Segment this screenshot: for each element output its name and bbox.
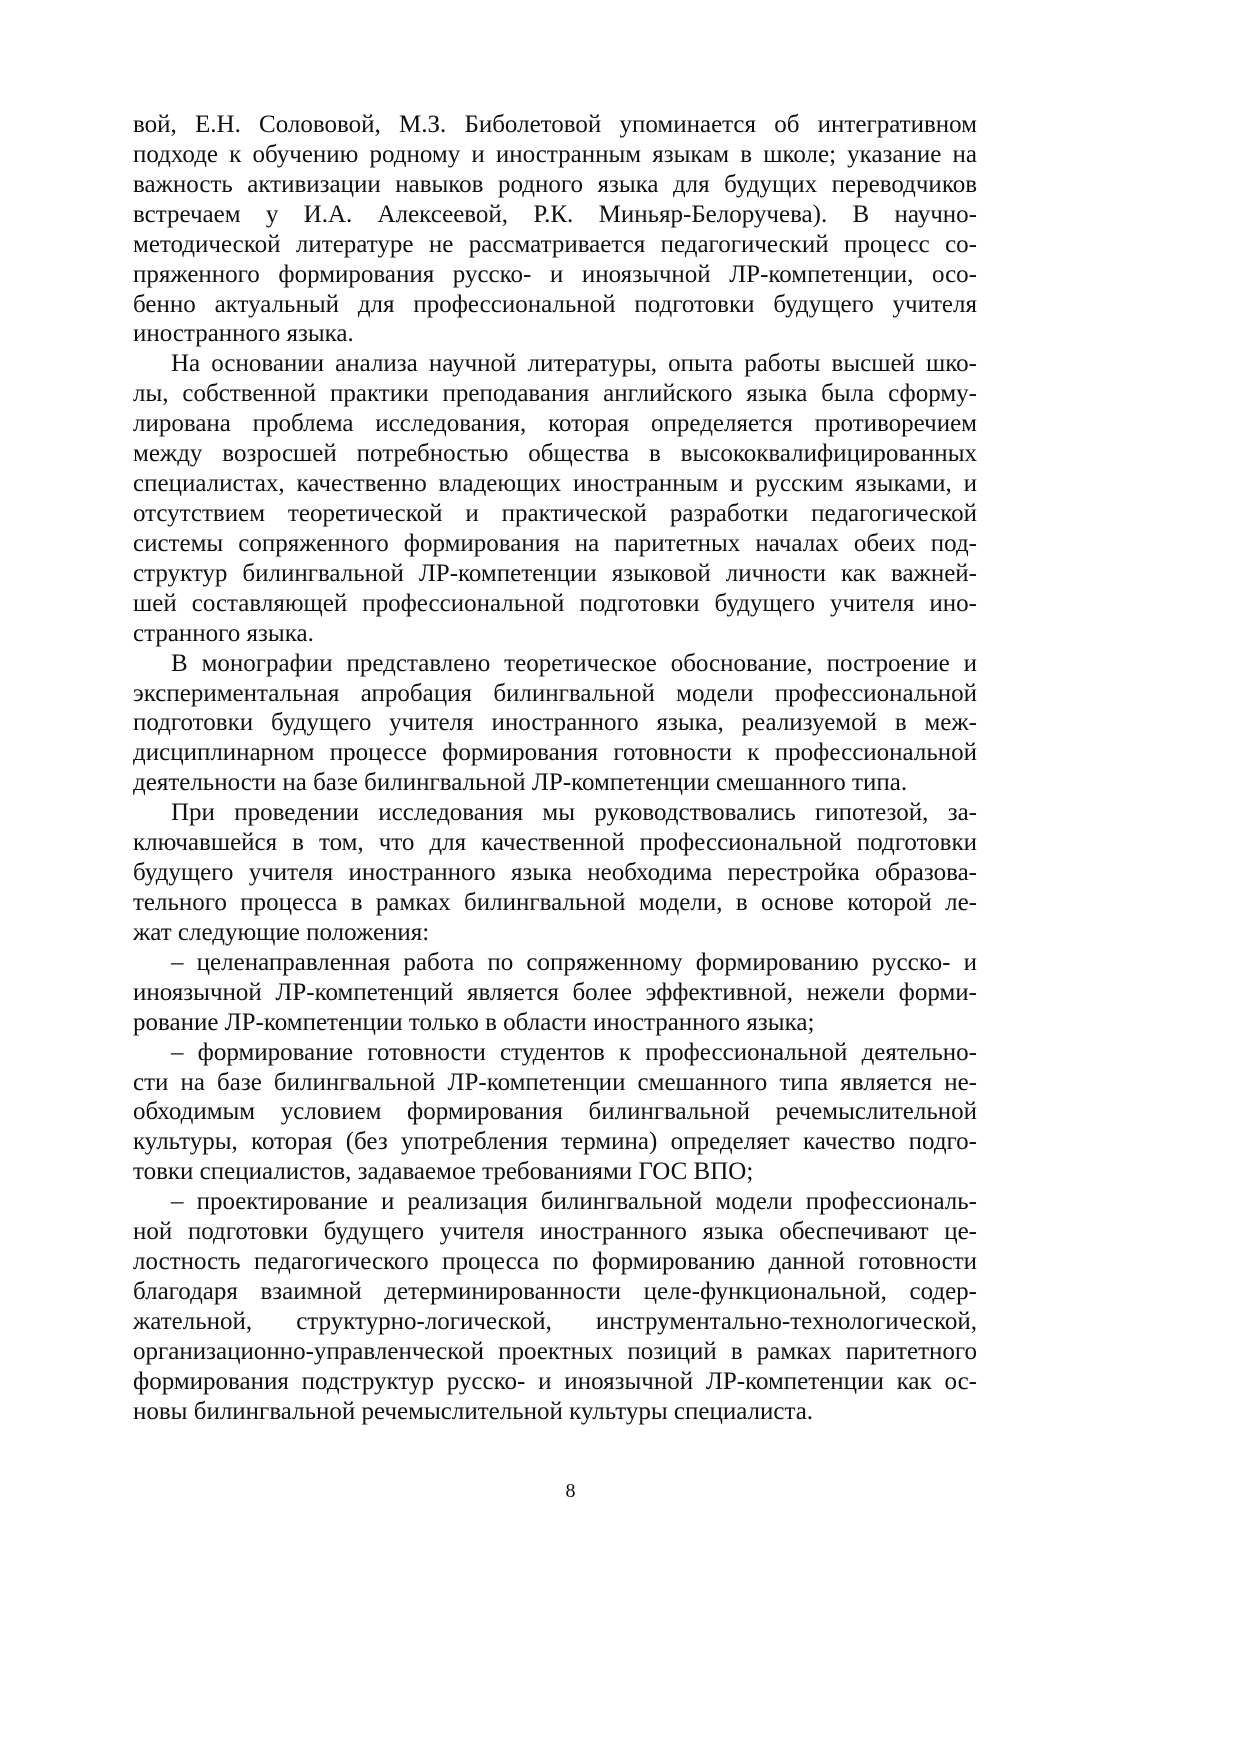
text-line: организационно-управленческой проектных позиций в рамках паритетного <box>133 1337 977 1365</box>
text-line: иноязычной ЛР-компетенций является более эффективной, нежели форми- <box>133 978 977 1006</box>
text-line: иностранного языка. <box>133 320 354 348</box>
text-line: встречаем у И.А. Алексеевой, Р.К. Миньяр-Белоручева). В научно- <box>133 200 977 228</box>
text-line: ключавшейся в том, что для качественной профессиональной подготовки <box>133 829 977 857</box>
text-line: методической литературе не рассматривается педагогический процесс со- <box>133 230 977 258</box>
text-line: формирования подструктур русско- и иноязычной ЛР-компетенции как ос- <box>133 1367 977 1395</box>
text-line: отсутствием теоретической и практической разработки педагогической <box>133 499 977 527</box>
text-line: лостность педагогического процесса по формированию данной готовности <box>133 1248 977 1276</box>
paragraph <box>133 798 977 948</box>
text-line: ной подготовки будущего учителя иностранного языка обеспечивают це- <box>133 1218 977 1246</box>
text-line: пряженного формирования русско- и иноязычной ЛР-компетенции, осо- <box>133 260 977 288</box>
text-line: культуры, которая (без употребления термина) определяет качество подго- <box>133 1128 977 1156</box>
paragraph <box>133 1187 977 1426</box>
text-line: рование ЛР-компетенции только в области иностранного языка; <box>133 1008 815 1036</box>
text-line: лирована проблема исследования, которая определяется противоречием <box>133 410 977 438</box>
text-line: – формирование готовности студентов к профессиональной деятельно- <box>171 1038 977 1066</box>
text-line: между возросшей потребностью общества в высококвалифицированных <box>133 440 977 468</box>
paragraph <box>133 110 977 349</box>
text-line: На основании анализа научной литературы, опыта работы высшей шко- <box>171 350 977 378</box>
text-line: – проектирование и реализация билингвальной модели профессиональ- <box>171 1188 977 1216</box>
text-line: важность активизации навыков родного языка для будущих переводчиков <box>133 170 977 198</box>
text-line: странного языка. <box>133 619 314 647</box>
text-line: экспериментальная апробация билингвальной модели профессиональной <box>133 679 977 707</box>
text-line: обходимым условием формирования билингвальной речемыслительной <box>133 1098 977 1126</box>
text-line: подготовки будущего учителя иностранного языка, реализуемой в меж- <box>133 709 977 737</box>
text-line: деятельности на базе билингвальной ЛР-компетенции смешанного типа. <box>133 769 908 797</box>
text-line: системы сопряженного формирования на паритетных началах обеих под- <box>133 529 977 557</box>
page-number: 8 <box>565 1480 576 1502</box>
text-line: специалистах, качественно владеющих иностранным и русским языками, и <box>133 470 977 498</box>
text-line: благодаря взаимной детерминированности целе-функциональной, содер- <box>133 1277 977 1305</box>
paragraph <box>133 1038 977 1188</box>
text-line: В монографии представлено теоретическое обоснование, построение и <box>171 649 977 677</box>
page-body <box>133 110 977 1427</box>
text-line: бенно актуальный для профессиональной подготовки будущего учителя <box>133 290 977 318</box>
text-line: новы билингвальной речемыслительной культуры специалиста. <box>133 1397 814 1425</box>
text-line: жат следующие положения: <box>133 918 430 946</box>
text-line: дисциплинарном процессе формирования готовности к профессиональной <box>133 739 977 767</box>
paragraph <box>133 649 977 799</box>
text-line: сти на базе билингвальной ЛР-компетенции смешанного типа является не- <box>133 1068 977 1096</box>
paragraph <box>133 948 977 1038</box>
text-line: структур билингвальной ЛР-компетенции языковой личности как важней- <box>133 559 977 587</box>
text-line: подходе к обучению родному и иностранным языкам в школе; указание на <box>133 140 977 168</box>
text-line: жательной, структурно-логической, инструментально-технологической, <box>133 1307 977 1335</box>
text-line: вой, Е.Н. Солововой, М.З. Биболетовой упоминается об интегративном <box>133 111 977 138</box>
text-line: При проведении исследования мы руководствовались гипотезой, за- <box>171 799 977 827</box>
text-line: лы, собственной практики преподавания английского языка была сформу- <box>133 380 977 408</box>
text-line: будущего учителя иностранного языка необходима перестройка образова- <box>133 859 977 887</box>
text-line: тельного процесса в рамках билингвальной модели, в основе которой ле- <box>133 888 977 916</box>
text-line: шей составляющей профессиональной подготовки будущего учителя ино- <box>133 589 977 617</box>
text-line: товки специалистов, задаваемое требованиями ГОС ВПО; <box>133 1158 754 1186</box>
paragraph <box>133 349 977 648</box>
text-line: – целенаправленная работа по сопряженному формированию русско- и <box>171 948 977 976</box>
